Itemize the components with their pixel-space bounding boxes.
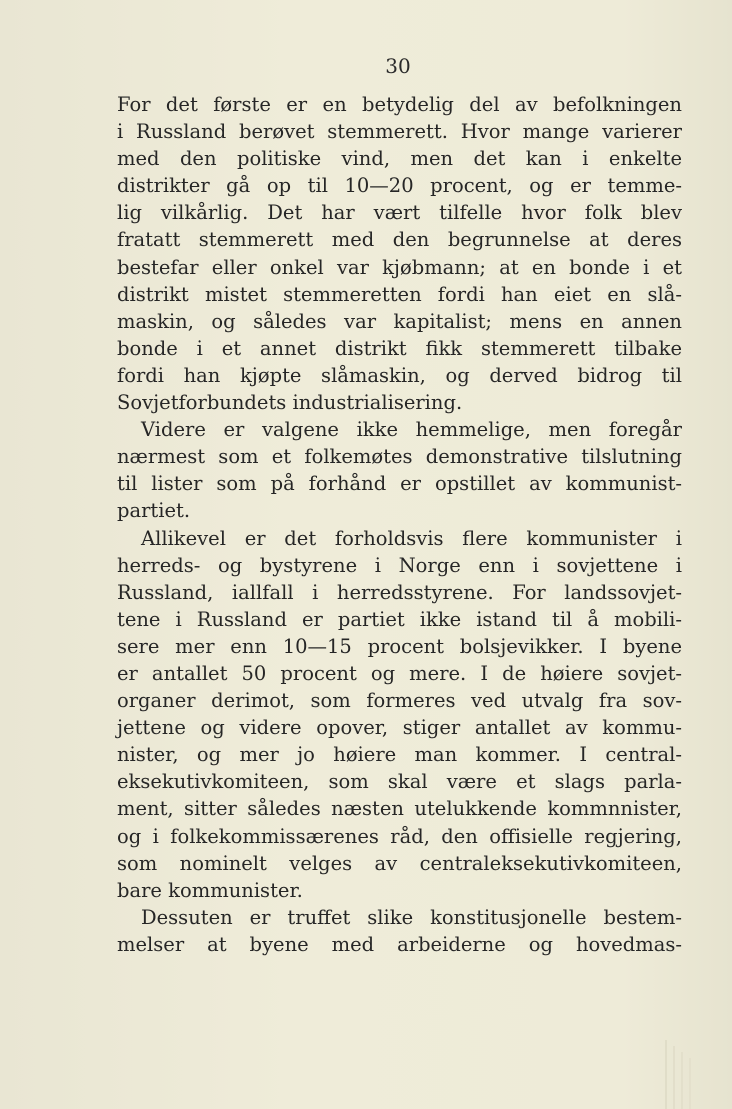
text-line: lig vilkårlig. Det har vært tilfelle hvor folk blev <box>117 201 682 225</box>
text-line: bonde i et annet distrikt fikk stemmerett tilbake <box>117 336 682 360</box>
text-line: fratatt stemmerett med den begrunnelse at deres <box>117 228 682 252</box>
body-text <box>117 91 682 958</box>
text-line: i Russland berøvet stemmerett. Hvor mange varierer <box>117 120 682 144</box>
text-line: bare kommunister. <box>117 878 303 902</box>
text-line: med den politiske vind, men det kan i enkelte <box>117 147 682 171</box>
text-line: til lister som på forhånd er opstillet av kommunist- <box>117 472 682 496</box>
text-line: For det første er en betydelig del av befolkningen <box>117 93 682 116</box>
text-line: Sovjetforbundets industrialisering. <box>117 391 463 415</box>
page-edge-marks <box>660 1040 720 1109</box>
text-line: organer derimot, som formeres ved utvalg fra sov- <box>117 689 682 713</box>
text-line: er antallet 50 procent og mere. I de høiere sovjet- <box>117 661 682 685</box>
text-line: ment, sitter således næsten utelukkende kommnnister, <box>117 797 682 821</box>
text-line: sere mer enn 10—15 procent bolsjevikker. I byene <box>117 634 682 658</box>
text-line: melser at byene med arbeiderne og hovedmas- <box>117 932 682 956</box>
text-line: partiet. <box>117 499 191 523</box>
page-number: 30 <box>385 54 411 78</box>
text-line: nister, og mer jo høiere man kommer. I central- <box>117 743 682 767</box>
text-line: jettene og videre opover, stiger antallet av kommu- <box>117 716 682 740</box>
text-line: Dessuten er truffet slike konstitusjonelle bestem- <box>141 905 682 929</box>
text-line: nærmest som et folkemøtes demonstrative tilslutning <box>117 445 682 469</box>
text-line: herreds- og bystyrene i Norge enn i sovjettene i <box>117 553 682 577</box>
text-line: Videre er valgene ikke hemmelige, men foregår <box>141 418 682 442</box>
text-line: eksekutivkomiteen, som skal være et slags parla- <box>117 770 682 794</box>
text-line: Russland, iallfall i herredsstyrene. For landssovjet- <box>117 580 682 604</box>
text-line: fordi han kjøpte slåmaskin, og derved bidrog til <box>117 363 682 387</box>
text-line: bestefar eller onkel var kjøbmann; at en bonde i et <box>117 255 682 279</box>
text-line: distrikt mistet stemmeretten fordi han eiet en slå- <box>117 282 682 306</box>
text-line: maskin, og således var kapitalist; mens en annen <box>117 309 682 333</box>
text-line: distrikter gå op til 10—20 procent, og er temme- <box>117 174 682 198</box>
text-line: Allikevel er det forholdsvis flere kommunister i <box>141 526 682 550</box>
text-line: tene i Russland er partiet ikke istand til å mobili- <box>117 607 682 631</box>
text-line: som nominelt velges av centraleksekutivkomiteen, <box>117 851 682 875</box>
text-line: og i folkekommissærenes råd, den offisielle regjering, <box>117 824 682 848</box>
